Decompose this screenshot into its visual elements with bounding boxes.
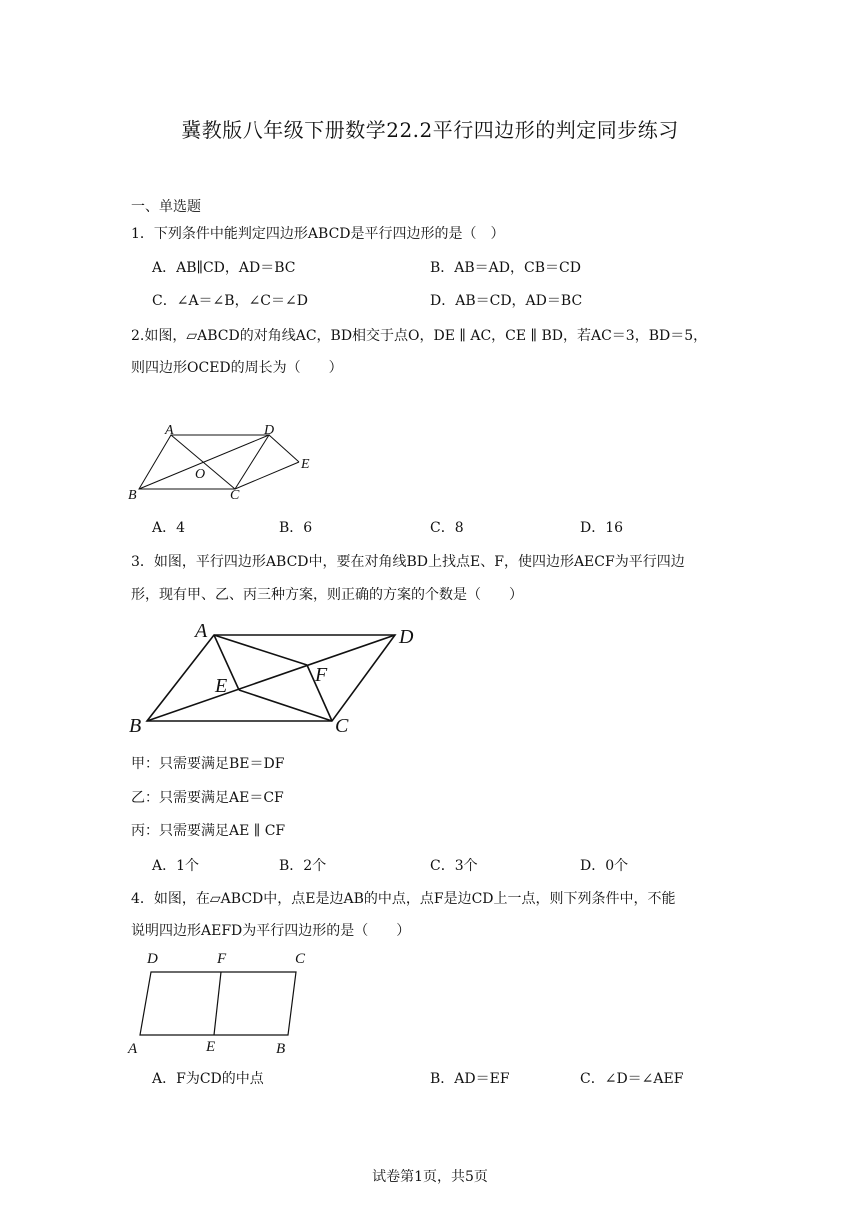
- q4-figure: [125, 945, 345, 1060]
- q2-option-d: D．16: [580, 520, 624, 536]
- q2-segment-ce: [235, 462, 299, 489]
- q4-stem-line1: 4．如图，在▱ABCD中，点E是边AB的中点，点F是边CD上一点，则下列条件中，不能: [131, 891, 676, 907]
- q3-plan-jia: 甲：只需要满足BE＝DF: [131, 756, 285, 772]
- q2-segment-de: [269, 435, 299, 462]
- q3-plan-yi: 乙：只需要满足AE＝CF: [131, 790, 284, 806]
- q3-figure: [125, 615, 425, 740]
- q4-label-e: E: [206, 1039, 216, 1055]
- q1-option-c: C．∠A＝∠B，∠C＝∠D: [152, 293, 308, 309]
- q4-label-f: F: [217, 951, 227, 967]
- q3-label-f: F: [315, 664, 328, 686]
- q1-option-d: D．AB＝CD，AD＝BC: [430, 293, 583, 309]
- q3-stem-line2: 形，现有甲、乙、丙三种方案，则正确的方案的个数是（ ）: [131, 587, 523, 603]
- q2-label-o: O: [195, 467, 206, 482]
- q2-option-a: A．4: [152, 520, 186, 536]
- q1-stem: 1．下列条件中能判定四边形ABCD是平行四边形的是（ ）: [131, 226, 505, 242]
- page-footer: 试卷第1页，共5页: [372, 1169, 488, 1185]
- q3-diagonal-bd: [147, 635, 395, 721]
- q4-stem-line2: 说明四边形AEFD为平行四边形的是（ ）: [131, 923, 411, 939]
- q2-label-d: D: [264, 423, 275, 438]
- q3-label-d: D: [399, 626, 414, 648]
- page-title: 冀教版八年级下册数学22.2平行四边形的判定同步练习: [181, 118, 679, 142]
- q3-option-a: A．1个: [152, 858, 200, 874]
- q1-option-b: B．AB＝AD，CB＝CD: [430, 260, 581, 276]
- q4-label-c: C: [295, 951, 306, 967]
- q2-label-e: E: [301, 457, 310, 472]
- q4-label-a: A: [128, 1041, 138, 1057]
- q3-label-b: B: [129, 715, 142, 737]
- q2-figure: [125, 420, 325, 510]
- q2-stem-line2: 则四边形OCED的周长为（ ）: [131, 360, 343, 376]
- q3-option-c: C．3个: [430, 858, 478, 874]
- q4-option-c: C．∠D＝∠AEF: [580, 1071, 684, 1087]
- q3-option-b: B．2个: [279, 858, 327, 874]
- q3-label-e: E: [215, 675, 228, 697]
- q2-option-c: C．8: [430, 520, 464, 536]
- q2-option-b: B．6: [279, 520, 313, 536]
- q2-label-b: B: [128, 488, 137, 503]
- q2-label-a: A: [165, 423, 174, 438]
- q2-label-c: C: [230, 488, 240, 503]
- q3-segment-af: [214, 635, 307, 665]
- q3-label-c: C: [335, 715, 349, 737]
- q3-option-d: D．0个: [580, 858, 629, 874]
- q4-segment-ef: [214, 972, 221, 1035]
- q3-stem-line1: 3．如图，平行四边形ABCD中，要在对角线BD上找点E、F，使四边形AECF为平行四边: [131, 554, 685, 570]
- q3-segment-ec: [239, 690, 332, 721]
- q4-option-b: B．AD＝EF: [430, 1071, 510, 1087]
- q4-label-d: D: [147, 951, 158, 967]
- q4-option-a: A．F为CD的中点: [152, 1071, 264, 1087]
- q4-label-b: B: [276, 1041, 286, 1057]
- q3-plan-bing: 丙：只需要满足AE ∥ CF: [131, 823, 286, 839]
- q3-label-a: A: [195, 620, 208, 642]
- q2-stem-line1: 2.如图，▱ABCD的对角线AC，BD相交于点O，DE ∥ AC，CE ∥ BD，若AC＝3，BD＝5，: [131, 328, 708, 344]
- section-heading: 一、单选题: [131, 199, 201, 215]
- q1-option-a: A．AB∥CD，AD＝BC: [152, 260, 296, 276]
